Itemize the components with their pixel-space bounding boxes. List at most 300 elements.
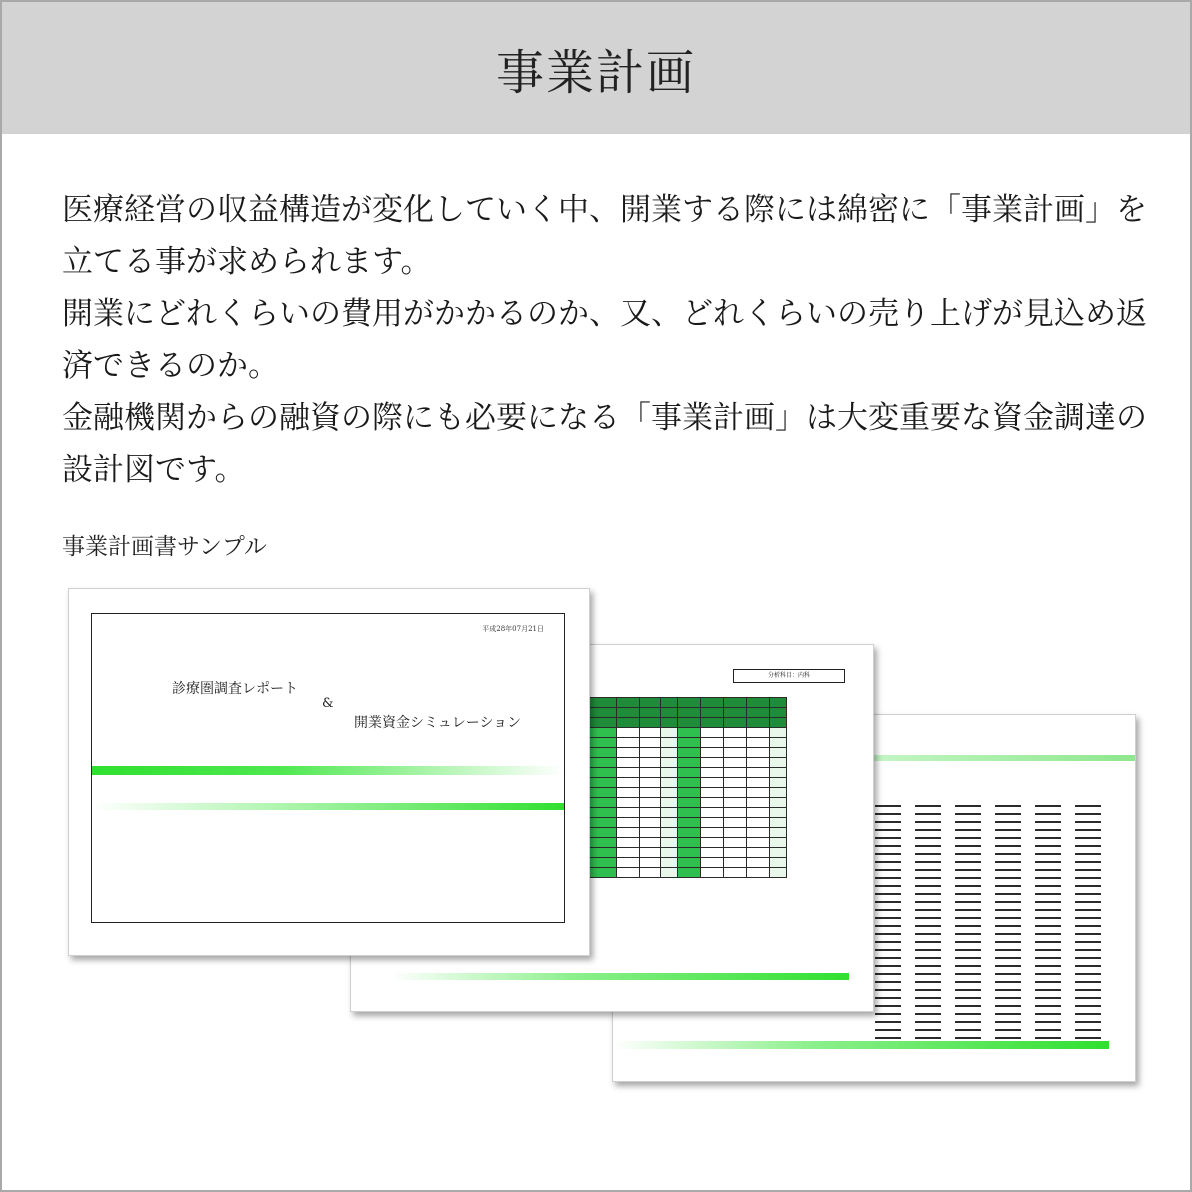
table-cell <box>724 768 747 778</box>
table-row <box>590 768 787 778</box>
table-cell <box>770 848 787 858</box>
sheet-cell <box>1035 829 1061 831</box>
sheet-cell <box>915 989 941 991</box>
sheet-cell <box>955 821 981 823</box>
sheet-cell <box>915 877 941 879</box>
sheet-cell <box>1035 1013 1061 1015</box>
sheet-cell <box>875 893 901 895</box>
sheet-cell <box>875 885 901 887</box>
cover-date: 平成28年07月21日 <box>482 625 544 633</box>
table-cell <box>617 728 640 738</box>
table-cell <box>747 818 770 828</box>
table-cell <box>747 828 770 838</box>
sheet-cell <box>995 941 1021 943</box>
sheet-cell <box>875 845 901 847</box>
table-cell <box>770 748 787 758</box>
table-cell <box>640 758 661 768</box>
sheet-cell <box>995 965 1021 967</box>
table-cell <box>747 708 770 718</box>
table-cell <box>701 818 724 828</box>
sheet-cell <box>995 885 1021 887</box>
sheet-cell <box>995 949 1021 951</box>
table-cell <box>661 778 678 788</box>
sheet-cell <box>955 877 981 879</box>
sheet-cell <box>875 1013 901 1015</box>
table-cell <box>724 748 747 758</box>
table-cell <box>724 698 747 708</box>
sheet-cell <box>955 805 981 807</box>
cover-ampersand: & <box>322 696 334 711</box>
table-cell <box>747 798 770 808</box>
table-cell <box>590 698 617 708</box>
sheet-cell <box>955 829 981 831</box>
sheet-cell <box>995 853 1021 855</box>
table-cell <box>640 748 661 758</box>
sheet-cell <box>915 1037 941 1039</box>
table-cell <box>678 748 701 758</box>
table-cell <box>724 818 747 828</box>
sheet-cell <box>1075 1029 1101 1031</box>
table-cell <box>617 708 640 718</box>
table-cell <box>678 818 701 828</box>
sheet-cell <box>915 973 941 975</box>
sheet-cell <box>1075 949 1101 951</box>
sheet-cell <box>1075 901 1101 903</box>
table-cell <box>678 838 701 848</box>
sheet-cell <box>875 917 901 919</box>
table-cell <box>701 708 724 718</box>
sheet-footer-bar <box>613 1041 1109 1049</box>
table-cell <box>617 798 640 808</box>
table-cell <box>678 868 701 878</box>
table-cell <box>770 758 787 768</box>
sheet-cell <box>955 1021 981 1023</box>
table-cell <box>747 748 770 758</box>
sheet-cell <box>915 861 941 863</box>
table-cell <box>724 778 747 788</box>
table-cell <box>661 858 678 868</box>
sheet-cell <box>1035 885 1061 887</box>
sheet-cell <box>1075 805 1101 807</box>
sheet-cell <box>1035 965 1061 967</box>
sheet-cell <box>1075 845 1101 847</box>
table-cell <box>590 718 617 728</box>
table-cell <box>617 738 640 748</box>
sheet-cell <box>915 949 941 951</box>
sheet-cell <box>995 877 1021 879</box>
sheet-cell <box>955 965 981 967</box>
sheet-cell <box>875 837 901 839</box>
table-cell <box>701 728 724 738</box>
sheet-cell <box>955 933 981 935</box>
sheet-cell <box>1075 1037 1101 1039</box>
sheet-cell <box>1035 805 1061 807</box>
table-cell <box>661 838 678 848</box>
sheet-cell <box>1075 861 1101 863</box>
table-cell <box>661 718 678 728</box>
sheet-cell <box>955 893 981 895</box>
sheet-cell <box>1075 829 1101 831</box>
table-row <box>590 808 787 818</box>
table-cell <box>640 798 661 808</box>
sheet-cell <box>875 901 901 903</box>
table-cell <box>678 788 701 798</box>
sheet-cell <box>1075 933 1101 935</box>
table-cell <box>590 848 617 858</box>
table-cell <box>617 718 640 728</box>
sheet-cell <box>1075 893 1101 895</box>
sheet-cell <box>1075 981 1101 983</box>
sheet-cell <box>915 829 941 831</box>
table-cell <box>590 788 617 798</box>
sheet-cell <box>1035 981 1061 983</box>
table-cell <box>724 828 747 838</box>
sheet-cell <box>1035 861 1061 863</box>
sheet-cell <box>995 901 1021 903</box>
sheet-cell <box>1035 1005 1061 1007</box>
sheet-cell <box>915 957 941 959</box>
table-cell <box>678 828 701 838</box>
sheet-cell <box>1035 877 1061 879</box>
population-table <box>589 697 787 878</box>
table-cell <box>661 728 678 738</box>
sheet-cell <box>955 813 981 815</box>
table-row <box>590 718 787 728</box>
sheet-cell <box>915 941 941 943</box>
sheet-cell <box>1035 989 1061 991</box>
table-cell <box>590 708 617 718</box>
table-cell <box>590 728 617 738</box>
table-cell <box>747 768 770 778</box>
sheet-cell <box>995 909 1021 911</box>
sheet-cell <box>915 853 941 855</box>
table-row <box>590 738 787 748</box>
table-cell <box>617 698 640 708</box>
sheet-cell <box>1075 917 1101 919</box>
table-cell <box>747 718 770 728</box>
sheet-cell <box>875 965 901 967</box>
sheet-cell <box>995 925 1021 927</box>
sheet-cell <box>1075 909 1101 911</box>
sheet-cell <box>1075 941 1101 943</box>
sheet-cell <box>995 861 1021 863</box>
sheet-cell <box>955 925 981 927</box>
sheet-cell <box>875 949 901 951</box>
table-cell <box>701 758 724 768</box>
sheet-cell <box>915 997 941 999</box>
table-cell <box>770 778 787 788</box>
table-cell <box>747 848 770 858</box>
sheet-cell <box>955 1037 981 1039</box>
table-cell <box>747 808 770 818</box>
table-row <box>590 798 787 808</box>
sheet-cell <box>955 917 981 919</box>
sheet-cell <box>915 909 941 911</box>
table-cell <box>724 788 747 798</box>
table-cell <box>590 838 617 848</box>
sheet-cell <box>1035 925 1061 927</box>
table-row <box>590 698 787 708</box>
table-cell <box>640 738 661 748</box>
sheet-cell <box>955 997 981 999</box>
table-cell <box>770 698 787 708</box>
sheet-cell <box>995 957 1021 959</box>
table-cell <box>661 708 678 718</box>
sheet-cell <box>915 821 941 823</box>
sheet-cell <box>875 981 901 983</box>
table-cell <box>678 778 701 788</box>
sheet-cell <box>1035 941 1061 943</box>
sheet-cell <box>995 1005 1021 1007</box>
table-cell <box>661 698 678 708</box>
sheet-cell <box>955 885 981 887</box>
sheet-cell <box>955 845 981 847</box>
table-cell <box>640 868 661 878</box>
table-cell <box>678 758 701 768</box>
sheet-cell <box>995 805 1021 807</box>
sheet-cell <box>955 1013 981 1015</box>
sheet-cell <box>995 869 1021 871</box>
sheet-cell <box>915 1013 941 1015</box>
table-cell <box>678 698 701 708</box>
table-cell <box>724 758 747 768</box>
table-row <box>590 818 787 828</box>
table-row <box>590 848 787 858</box>
sheet-cell <box>1075 869 1101 871</box>
table-row <box>590 868 787 878</box>
table-cell <box>770 868 787 878</box>
table-cell <box>701 748 724 758</box>
sheet-cell <box>1035 1037 1061 1039</box>
sheet-cell <box>1035 893 1061 895</box>
table-cell <box>617 818 640 828</box>
sheet-cell <box>915 1005 941 1007</box>
sheet-cell <box>955 949 981 951</box>
table-cell <box>617 758 640 768</box>
sample-caption: 事業計画書サンプル <box>62 534 267 560</box>
table-cell <box>590 748 617 758</box>
sheet-cell <box>1035 869 1061 871</box>
sheet-cell <box>955 989 981 991</box>
sheet-cell <box>995 989 1021 991</box>
table-row <box>590 748 787 758</box>
table-cell <box>701 808 724 818</box>
sheet-cell <box>915 885 941 887</box>
table-cell <box>617 768 640 778</box>
table-cell <box>724 798 747 808</box>
table-cell <box>747 778 770 788</box>
table-cell <box>724 868 747 878</box>
table-cell <box>770 738 787 748</box>
sheet-cell <box>875 973 901 975</box>
table-cell <box>770 828 787 838</box>
sheet-cell <box>875 877 901 879</box>
table-cell <box>617 788 640 798</box>
table-cell <box>701 828 724 838</box>
table-cell <box>661 798 678 808</box>
table-cell <box>701 698 724 708</box>
table-cell <box>701 838 724 848</box>
table-cell <box>640 698 661 708</box>
table-cell <box>770 708 787 718</box>
table-cell <box>590 768 617 778</box>
sheet-cell <box>955 853 981 855</box>
table-cell <box>617 748 640 758</box>
table-cell <box>747 788 770 798</box>
intro-paragraph-3: 金融機関からの融資の際にも必要になる「事業計画」は大変重要な資金調達の設計図です。 <box>62 400 1147 488</box>
sheet-cell <box>1075 997 1101 999</box>
table-cell <box>701 868 724 878</box>
sheet-cell <box>1035 997 1061 999</box>
sheet-cell <box>995 1037 1021 1039</box>
table-cell <box>661 808 678 818</box>
table-cell <box>617 868 640 878</box>
sheet-cell <box>875 805 901 807</box>
subject-box: 分析科目：内科 <box>733 669 845 683</box>
sheet-cell <box>995 829 1021 831</box>
table-cell <box>678 728 701 738</box>
table-cell <box>747 698 770 708</box>
table-row <box>590 778 787 788</box>
sheet-cell <box>875 813 901 815</box>
table-cell <box>770 788 787 798</box>
sheet-cell <box>995 893 1021 895</box>
table-cell <box>661 868 678 878</box>
sheet-cell <box>1035 909 1061 911</box>
sheet-cell <box>1035 1021 1061 1023</box>
sheet-cell <box>875 853 901 855</box>
table-cell <box>701 798 724 808</box>
sheet-cell <box>875 1005 901 1007</box>
sheet-cell <box>1075 989 1101 991</box>
sheet-cell <box>955 837 981 839</box>
table-cell <box>770 718 787 728</box>
sheet-cell <box>875 957 901 959</box>
table-cell <box>617 858 640 868</box>
sheet-cell <box>955 973 981 975</box>
sheet-cell <box>995 1029 1021 1031</box>
table-cell <box>724 808 747 818</box>
table-cell <box>701 788 724 798</box>
sheet-cell <box>915 837 941 839</box>
table-cell <box>590 758 617 768</box>
table-cell <box>770 768 787 778</box>
sheet-cell <box>1075 957 1101 959</box>
table-row <box>590 828 787 838</box>
table-cell <box>770 728 787 738</box>
sheet-cell <box>1035 901 1061 903</box>
sheet-cell <box>995 997 1021 999</box>
sheet-cell <box>915 813 941 815</box>
table-cell <box>590 778 617 788</box>
table-cell <box>770 818 787 828</box>
sheet-cell <box>875 989 901 991</box>
sheet-cell <box>875 997 901 999</box>
sheet-cell <box>1075 837 1101 839</box>
table-cell <box>724 848 747 858</box>
sheet-cell <box>955 957 981 959</box>
table-page-green-bar <box>391 973 849 980</box>
table-cell <box>747 858 770 868</box>
sheet-cell <box>1075 925 1101 927</box>
table-cell <box>590 738 617 748</box>
table-cell <box>678 858 701 868</box>
table-cell <box>747 738 770 748</box>
sheet-cell <box>955 941 981 943</box>
table-cell <box>724 718 747 728</box>
table-cell <box>590 818 617 828</box>
sheet-cell <box>915 845 941 847</box>
table-cell <box>678 768 701 778</box>
table-cell <box>701 858 724 868</box>
table-cell <box>640 818 661 828</box>
page-header <box>2 2 1190 134</box>
sheet-cell <box>1035 821 1061 823</box>
sheet-cell <box>1035 837 1061 839</box>
sheet-cell <box>1075 965 1101 967</box>
table-cell <box>678 848 701 858</box>
page-title: 事業計画 <box>495 44 696 101</box>
table-cell <box>640 778 661 788</box>
sheet-cell <box>995 981 1021 983</box>
intro-text <box>62 184 1162 496</box>
sheet-cell <box>915 805 941 807</box>
sheet-cell <box>875 1029 901 1031</box>
sheet-cell <box>875 861 901 863</box>
table-cell <box>724 858 747 868</box>
table-cell <box>701 718 724 728</box>
sheet-cell <box>995 917 1021 919</box>
sheet-cell <box>1075 1005 1101 1007</box>
table-cell <box>678 708 701 718</box>
sheet-cell <box>995 933 1021 935</box>
sheet-cell <box>875 821 901 823</box>
intro-paragraph-2: 開業にどれくらいの費用がかかるのか、又、どれくらいの売り上げが見込め返済できるのか。 <box>62 296 1147 384</box>
table-cell <box>701 738 724 748</box>
sheet-cell <box>875 925 901 927</box>
table-row <box>590 788 787 798</box>
sheet-cell <box>995 973 1021 975</box>
sheet-cell <box>875 909 901 911</box>
sheet-cell <box>955 1029 981 1031</box>
sheet-cell <box>1035 933 1061 935</box>
table-cell <box>640 708 661 718</box>
sheet-cell <box>1035 853 1061 855</box>
sheet-cell <box>875 829 901 831</box>
sheet-cell <box>915 925 941 927</box>
sheet-cell <box>1035 949 1061 951</box>
sheet-cell <box>1035 957 1061 959</box>
table-cell <box>678 718 701 728</box>
table-cell <box>590 828 617 838</box>
sheet-cell <box>1035 845 1061 847</box>
sheet-cell <box>955 1005 981 1007</box>
table-cell <box>640 808 661 818</box>
sheet-cell <box>1075 877 1101 879</box>
table-row <box>590 728 787 738</box>
table-cell <box>747 728 770 738</box>
table-cell <box>661 848 678 858</box>
sheet-cell <box>875 941 901 943</box>
table-cell <box>724 738 747 748</box>
table-cell <box>724 708 747 718</box>
table-cell <box>678 808 701 818</box>
sheet-cell <box>915 965 941 967</box>
cover-title-1: 診療圏調査レポート <box>172 681 298 697</box>
sheet-cell <box>1035 917 1061 919</box>
table-cell <box>590 798 617 808</box>
table-cell <box>747 868 770 878</box>
